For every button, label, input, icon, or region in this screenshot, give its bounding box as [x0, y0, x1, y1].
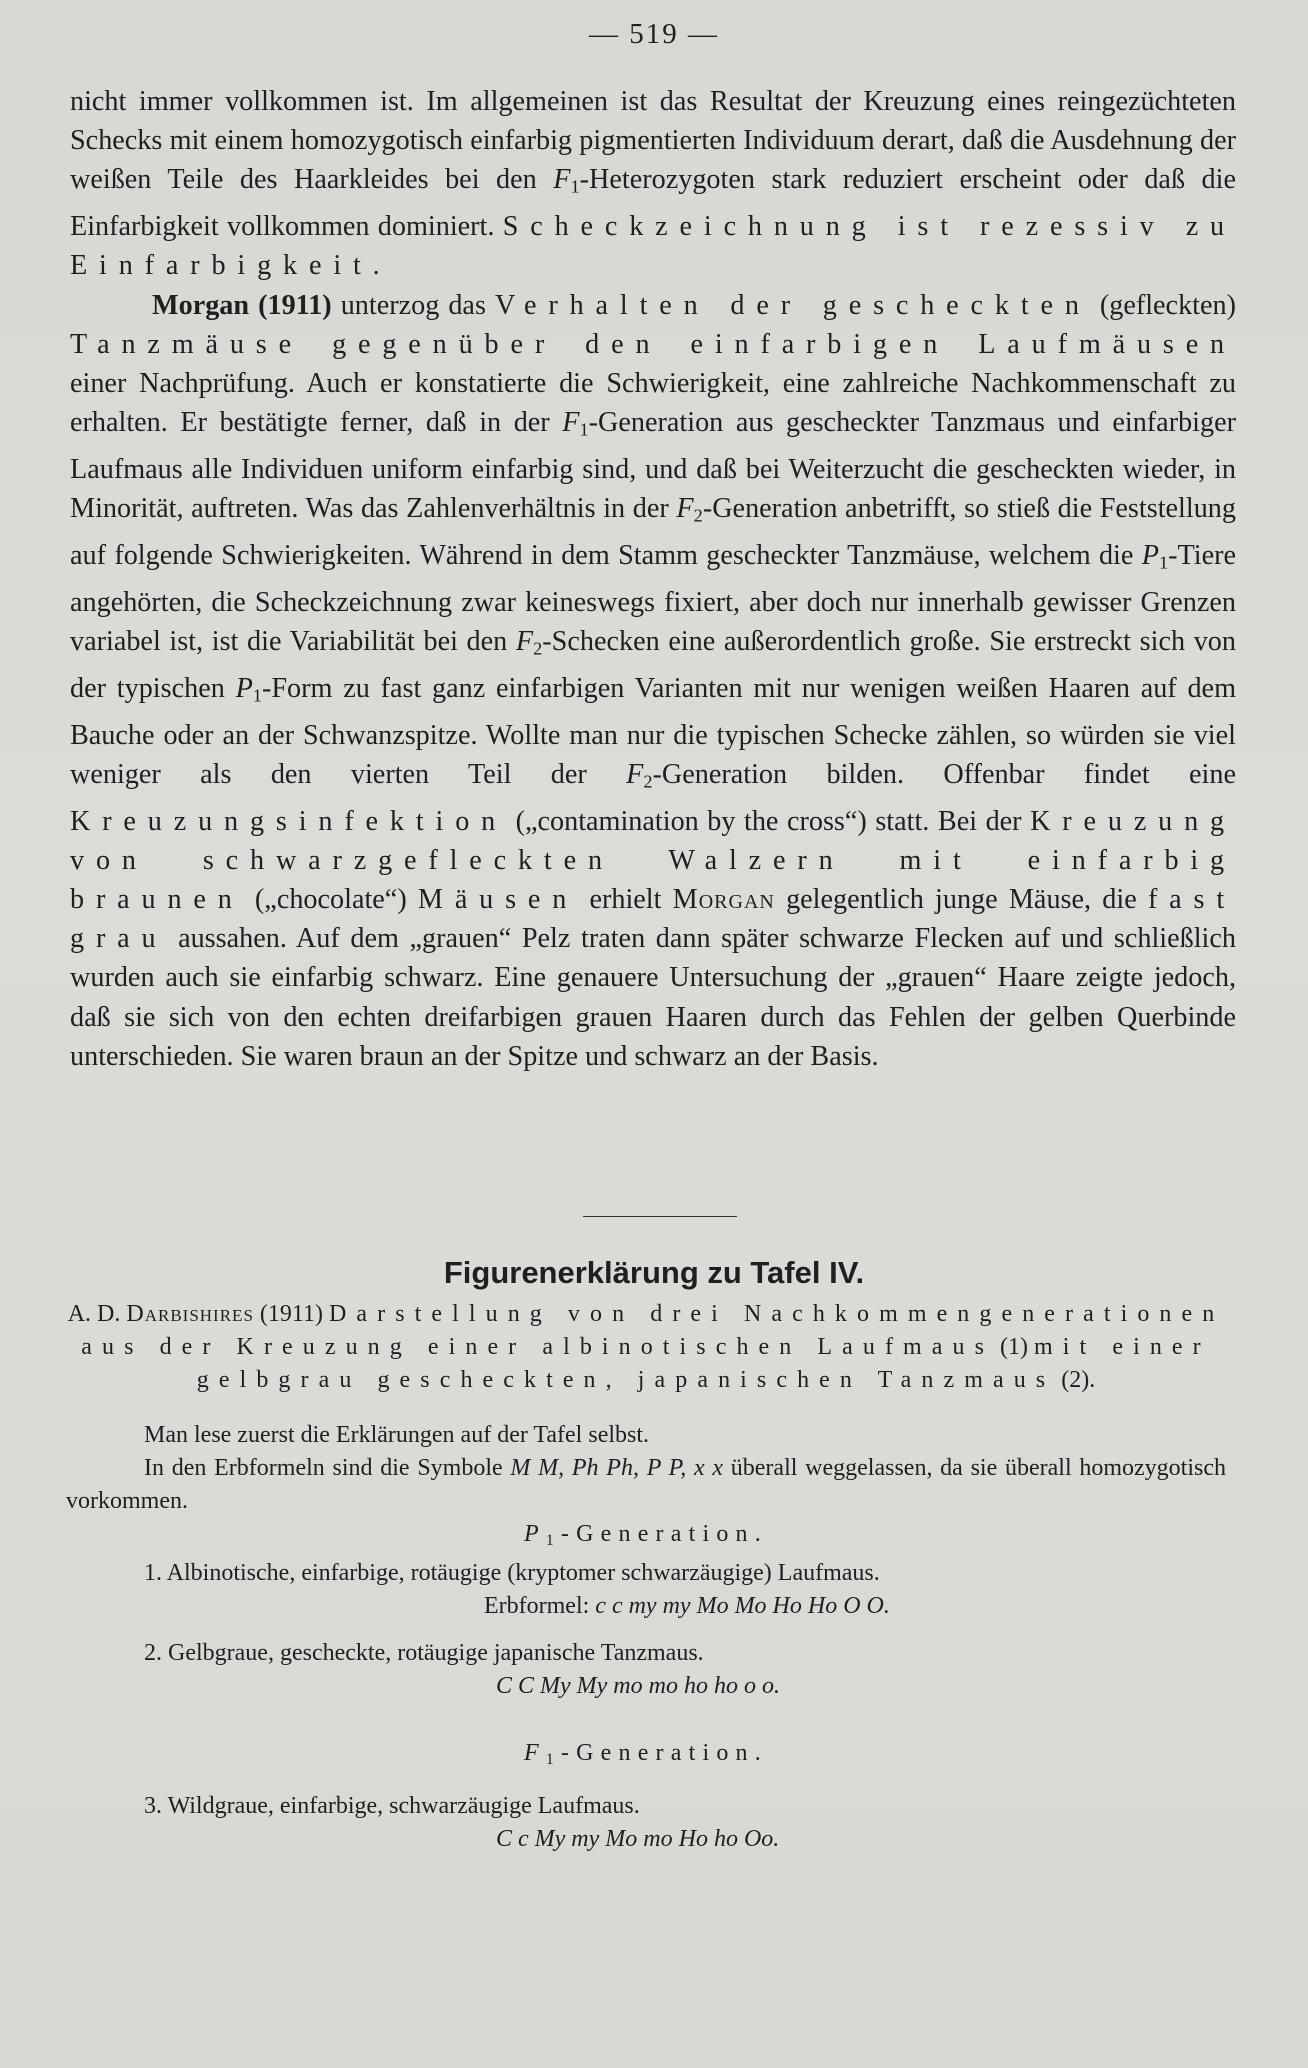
- spaced-emphasis: fast grau: [70, 883, 1237, 955]
- formula-value: C C My My mo mo ho ho o o.: [496, 1672, 780, 1699]
- genetic-formula: [496, 1823, 1226, 1856]
- symbol: F: [626, 758, 644, 790]
- figure-caption-title: Figurenerklärung zu Tafel IV.: [443, 1255, 865, 1290]
- text-run: -Generation.: [560, 1739, 768, 1766]
- author-reference: Morgan (1911): [152, 289, 332, 321]
- spaced-emphasis: Tanzmäuse gegenüber den einfarbigen Laufmäusen: [70, 328, 1236, 360]
- formula-value: c c my my Mo Mo Ho Ho O O.: [595, 1592, 890, 1619]
- text-run: nicht immer vollkommen ist. Im allgemeinen ist das Resultat der Kreuzung eines reingezüchteten Schecks mit einem homozygotisch einfarbig pigmentierten Individuum derart, daß die Ausdehnung der weißen Teile des Haarkleides bei den: [70, 86, 1236, 196]
- subscript: 1: [570, 176, 580, 197]
- small-caps-name: Darbishires: [126, 1301, 254, 1327]
- text-run: -Tiere angehörten, die Scheckzeichnung zwar keineswegs fixiert, aber doch nur innerhalb gewisser Grenzen variabel ist, ist die Variabilität bei den: [70, 539, 1236, 657]
- symbol: P: [524, 1521, 546, 1547]
- list-item: 3. Wildgraue, einfarbige, schwarzäugige Laufmaus.: [144, 1792, 640, 1819]
- subscript: 1: [579, 419, 589, 440]
- subscript: 2: [533, 638, 543, 659]
- genetic-formula: [496, 1670, 1226, 1703]
- text-run: überall weggelassen, da sie überall homozygotisch vorkommen.: [66, 1455, 1227, 1514]
- note-2: [66, 1452, 1226, 1518]
- paragraph-2: [70, 286, 1236, 1076]
- text-run: („chocolate“): [243, 883, 418, 915]
- figure-caption-body: [66, 1298, 1226, 1856]
- paragraph-1: [70, 82, 1236, 286]
- spaced-emphasis: Darstellung von drei Nachkommengenerationen aus der Kreuzung einer albinotischen Laufmaus: [81, 1301, 1225, 1360]
- subscript: 1: [545, 1531, 561, 1549]
- symbols: M M, Ph Ph, P P, x x: [510, 1455, 724, 1481]
- text-run: (gefleckten): [1090, 289, 1236, 321]
- generation-heading-f1: [66, 1737, 1226, 1776]
- text-run: -Generation aus gescheckter Tanzmaus und einfarbiger Laufmaus alle Individuen uniform einfarbig sind, und daß bei Weiterzucht die gescheckten wieder, in Minorität, auftreten. Was das Zahlenverhältnis in der: [70, 407, 1236, 525]
- main-text: [70, 82, 1236, 1076]
- text-run: In den Erbformeln sind die Symbole: [144, 1455, 511, 1481]
- subscript: 1: [1158, 552, 1169, 573]
- symbol: F: [553, 164, 571, 196]
- text-run: gelegentlich junge Mäuse, die: [774, 883, 1148, 915]
- list-item: 1. Albinotische, einfarbige, rotäugige (kryptomer schwarzäugige) Laufmaus.: [144, 1559, 880, 1586]
- subscript: 2: [693, 505, 703, 526]
- text-run: -Schecken eine außerordentlich große. Sie erstreckt sich von der typischen: [70, 625, 1236, 704]
- spaced-emphasis: mit einer gelbgrau gescheckten, japanischen Tanzmaus: [196, 1334, 1211, 1393]
- symbol: F: [524, 1739, 546, 1766]
- spaced-emphasis: Mäusen: [417, 883, 579, 915]
- figure-notes: [66, 1419, 1226, 1518]
- subscript: 1: [545, 1750, 561, 1768]
- spaced-emphasis: Verhalten der gescheckten: [494, 289, 1091, 321]
- genetic-formula: [484, 1590, 1226, 1623]
- text-run: A. D.: [67, 1301, 127, 1327]
- subscript: 2: [643, 771, 653, 792]
- list-item: 2. Gelbgraue, gescheckte, rotäugige japanische Tanzmaus.: [144, 1639, 704, 1666]
- text-run: (1): [994, 1334, 1035, 1360]
- formula-label: Erbformel:: [484, 1592, 596, 1619]
- text-run: erhielt: [578, 883, 673, 915]
- spaced-emphasis: Kreuzung von schwarzgefleckten Walzern mit einfarbig braunen: [70, 805, 1236, 915]
- text-run: („contamination by the cross“) statt. Bei der: [507, 805, 1031, 837]
- text-run: -Heterozygoten stark reduziert erscheint oder daß die Einfarbigkeit vollkommen dominiert.: [70, 164, 1236, 243]
- generation-heading-p1: [66, 1518, 1226, 1557]
- text-run: -Generation anbetrifft, so stieß die Feststellung auf folgende Schwierigkeiten. Während in dem Stamm gescheckter Tanzmäuse, welchem die: [70, 493, 1236, 571]
- text-run: -Generation.: [560, 1521, 768, 1547]
- subscript: 1: [252, 685, 262, 706]
- symbol: P: [235, 672, 253, 704]
- small-caps-name: Morgan: [672, 883, 775, 915]
- text-run: aussahen. Auf dem „grauen“ Pelz traten dann später schwarze Flecken auf und schließlich wurden auch sie einfarbig schwarz. Eine genauere Untersuchung der „grauen“ Haare zeigte jedoch, daß sie sich von den echten dreifarbigen grauen Haaren durch das Fehlen der gelben Querbinde unterschieden. Sie waren braun an der Spitze und schwarz an der Basis.: [70, 923, 1236, 1072]
- text-run: -Form zu fast ganz einfarbigen Varianten mit nur wenigen weißen Haaren auf dem Bauche oder an der Schwanzspitze. Wollte man nur die typischen Schecke zählen, so würden sie viel weniger als den vierten Teil der: [70, 672, 1236, 790]
- spaced-emphasis: Kreuzungsinfektion: [70, 805, 508, 837]
- page-number: — 519 —: [589, 18, 719, 50]
- text-run: (2).: [1055, 1367, 1096, 1393]
- section-divider: [583, 1216, 737, 1217]
- symbol: P: [1141, 539, 1159, 571]
- text-run: -Generation bilden. Offenbar findet eine: [652, 758, 1236, 790]
- note-1: Man lese zuerst die Erklärungen auf der Tafel selbst.: [144, 1422, 650, 1448]
- text-run: (1911): [253, 1301, 329, 1327]
- symbol: F: [676, 493, 694, 525]
- text-run: einer Nachprüfung. Auch er konstatierte die Schwierigkeit, eine zahlreiche Nachkommenschaft zu erhalten. Er bestätigte ferner, daß in der: [70, 368, 1236, 439]
- figure-intro: [66, 1298, 1226, 1397]
- symbol: F: [515, 625, 534, 657]
- spaced-emphasis: Scheckzeichnung ist rezessiv zu Einfarbigkeit.: [70, 211, 1236, 282]
- symbol: F: [562, 407, 580, 439]
- formula-value: C c My my Mo mo Ho ho Oo.: [496, 1825, 780, 1852]
- text-run: unterzog das: [331, 289, 495, 321]
